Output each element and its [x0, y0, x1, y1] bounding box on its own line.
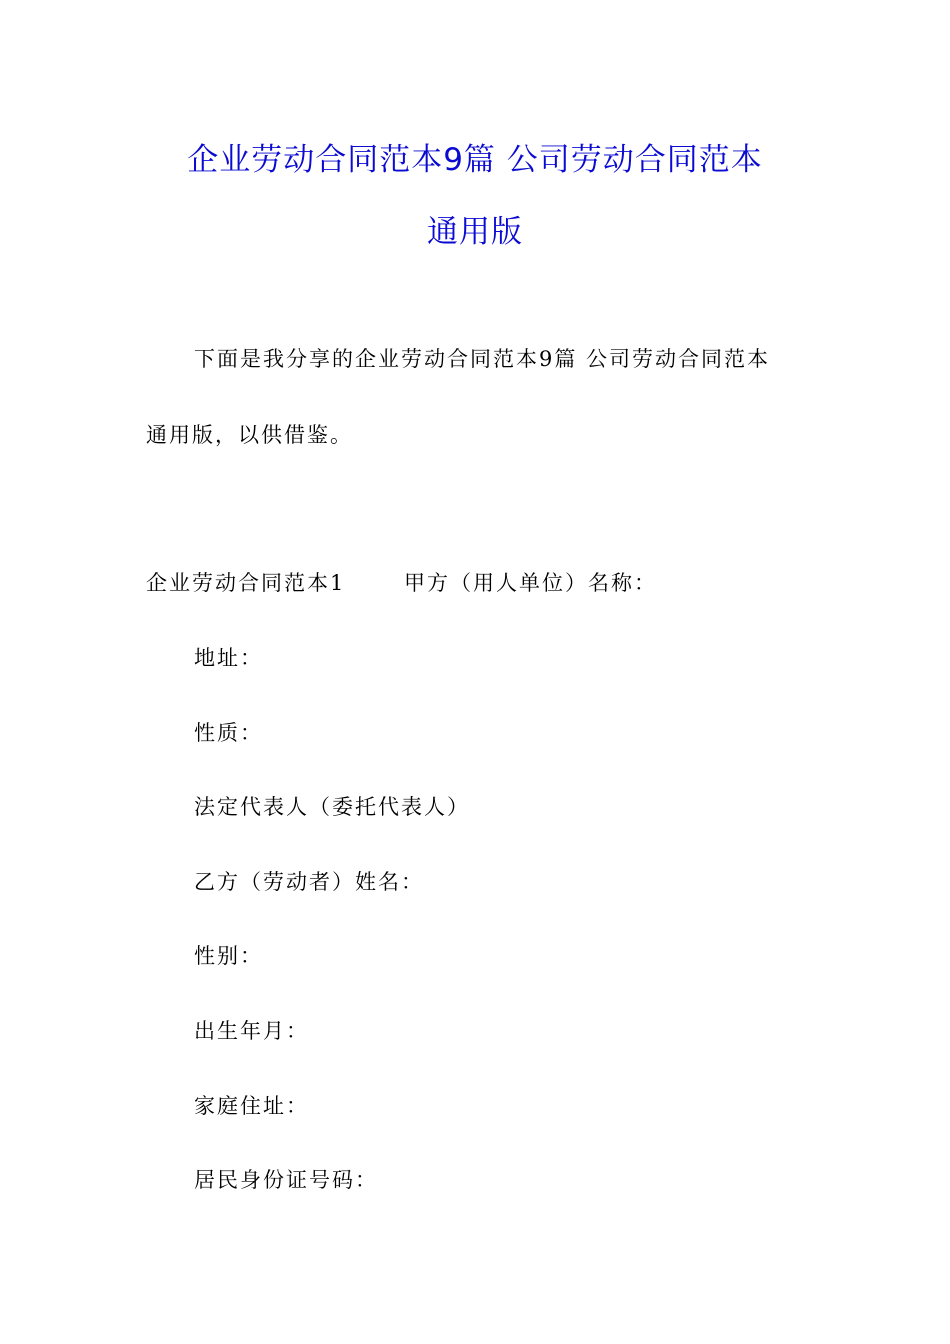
legal-representative-label: 法定代表人（委托代表人）	[194, 795, 470, 819]
section-heading: 企业劳动合同范本1	[146, 571, 346, 595]
id-number-label: 居民身份证号码：	[194, 1168, 378, 1192]
birth-date-label: 出生年月：	[194, 1019, 309, 1043]
party-b-name-label: 乙方（劳动者）姓名：	[194, 870, 424, 894]
address-label: 地址：	[194, 646, 263, 670]
gender-label: 性别：	[194, 944, 263, 968]
document-title-line-1: 企业劳动合同范本9篇 公司劳动合同范本	[187, 142, 763, 178]
intro-paragraph-line-1: 下面是我分享的企业劳动合同范本9篇 公司劳动合同范本	[194, 347, 771, 371]
home-address-label: 家庭住址：	[194, 1094, 309, 1118]
nature-label: 性质：	[194, 721, 263, 745]
intro-paragraph-line-2: 通用版，以供借鉴。	[146, 423, 353, 447]
party-a-name-label: 甲方（用人单位）名称：	[404, 571, 657, 595]
document-title-line-2: 通用版	[427, 214, 523, 250]
